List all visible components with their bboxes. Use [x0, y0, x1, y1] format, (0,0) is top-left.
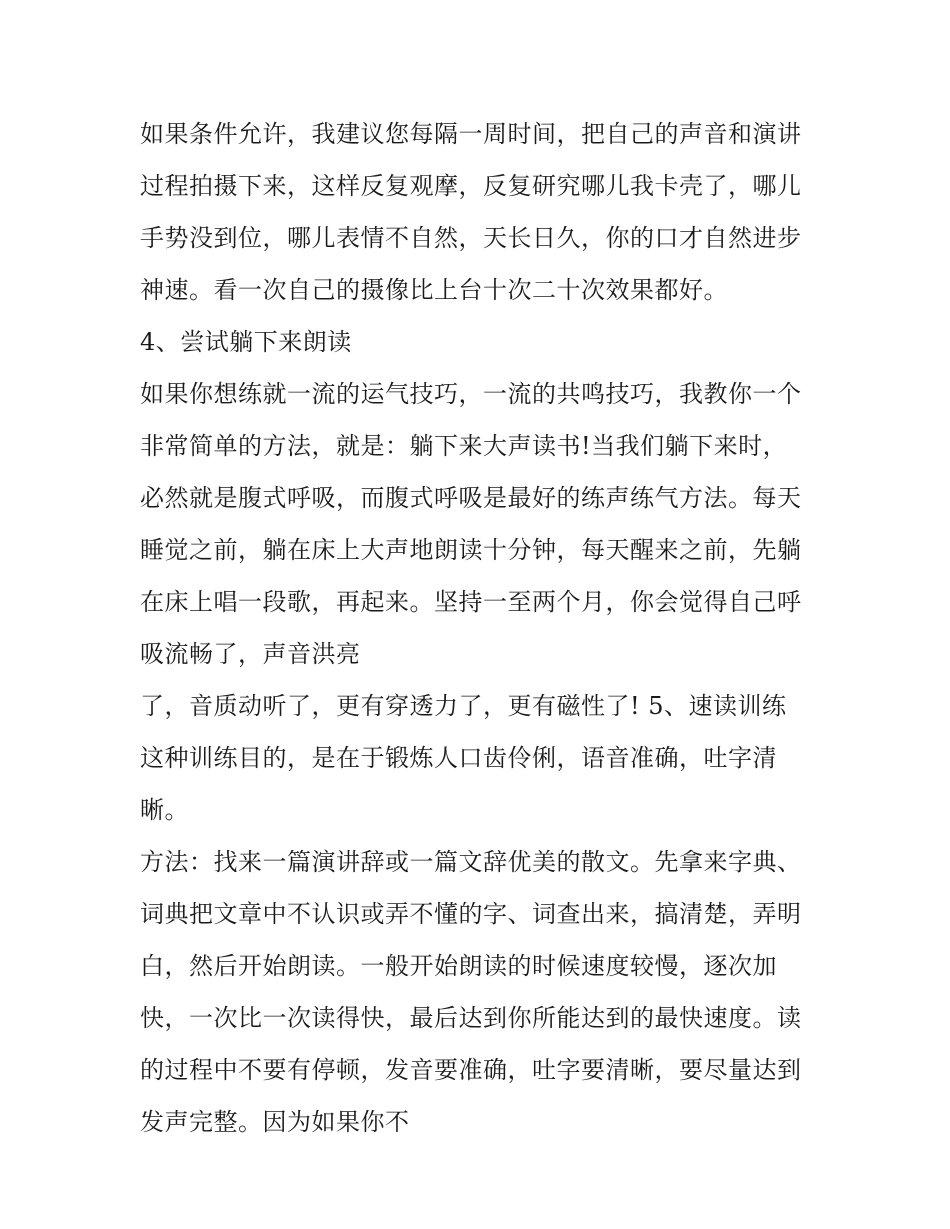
text-line: 吸流畅了，声音洪亮 [140, 640, 361, 668]
text-line: 必然就是腹式呼吸，而腹式呼吸是最好的练声练气方法。每天 [140, 484, 802, 512]
text-line: 白，然后开始朗读。一般开始朗读的时候速度较慢，逐次加 [140, 952, 777, 980]
text-line: 发声完整。因为如果你不 [140, 1108, 410, 1136]
text-line: 神速。看一次自己的摄像比上台十次二十次效果都好。 [140, 276, 728, 304]
text-line: 在床上唱一段歌，再起来。坚持一至两个月，你会觉得自己呼 [140, 588, 802, 616]
text-line: 过程拍摄下来，这样反复观摩，反复研究哪儿我卡壳了，哪儿 [140, 172, 802, 200]
section-heading: 4、尝试躺下来朗读 [140, 328, 352, 356]
text-line: 的过程中不要有停顿，发音要准确，吐字要清晰，要尽量达到 [140, 1056, 802, 1084]
text-line: 词典把文章中不认识或弄不懂的字、词查出来，搞清楚，弄明 [140, 900, 802, 928]
text-line: 睡觉之前，躺在床上大声地朗读十分钟，每天醒来之前，先躺 [140, 536, 802, 564]
text-line: 晰。 [140, 796, 189, 824]
text-line: 如果你想练就一流的运气技巧，一流的共鸣技巧，我教你一个 [140, 380, 802, 408]
text-line: 这种训练目的，是在于锻炼人口齿伶俐，语音准确，吐字清 [140, 744, 777, 772]
document-body [140, 108, 820, 1148]
text-line: 方法：找来一篇演讲辞或一篇文辞优美的散文。先拿来字典、 [140, 848, 802, 876]
text-line: 如果条件允许，我建议您每隔一周时间，把自己的声音和演讲 [140, 120, 802, 148]
text-line: 手势没到位，哪儿表情不自然，天长日久，你的口才自然进步 [140, 224, 802, 252]
text-line: 快，一次比一次读得快，最后达到你所能达到的最快速度。读 [140, 1004, 802, 1032]
text-line: 非常简单的方法，就是：躺下来大声读书!当我们躺下来时， [140, 432, 788, 460]
text-line: 了，音质动听了，更有穿透力了，更有磁性了! 5、速读训练 [140, 692, 787, 720]
